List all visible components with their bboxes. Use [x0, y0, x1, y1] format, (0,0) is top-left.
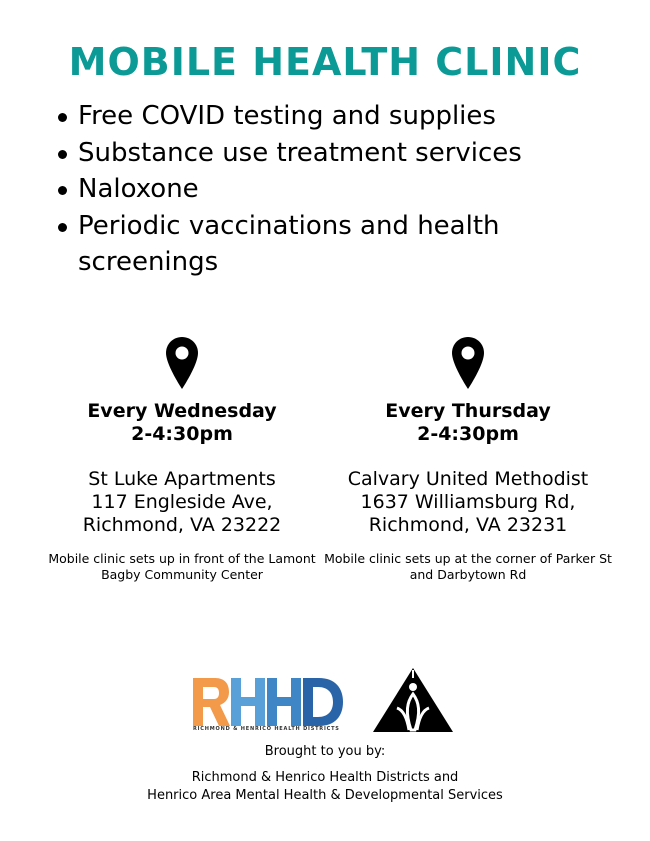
tree-people-icon	[373, 668, 453, 734]
location-street: 1637 Williamsburg Rd,	[360, 491, 576, 513]
location-note: Mobile clinic sets up at the corner of Parker St and Darbytown Rd	[324, 551, 612, 582]
services-list	[58, 98, 618, 281]
organization-line: Henrico Area Mental Health & Developmental Services	[147, 788, 503, 803]
organization-line: Richmond & Henrico Health Districts and	[191, 770, 459, 785]
list-item: Free COVID testing and supplies	[58, 98, 618, 135]
schedule-day: Every Wednesday	[87, 400, 277, 422]
map-pin-icon	[451, 336, 485, 390]
rhhd-logo	[193, 678, 343, 726]
schedule-time: 2-4:30pm	[131, 423, 233, 445]
location-name: St Luke Apartments	[88, 468, 276, 490]
brought-to-you-by: Brought to you by:	[264, 744, 386, 759]
schedule-time: 2-4:30pm	[417, 423, 519, 445]
location-street: 117 Engleside Ave,	[91, 491, 273, 513]
location-note: Mobile clinic sets up in front of the Lamont Bagby Community Center	[48, 551, 316, 582]
rhhd-subtitle: RICHMOND & HENRICO HEALTH DISTRICTS	[193, 726, 340, 732]
map-pin-icon	[165, 336, 199, 390]
location-wednesday	[32, 336, 332, 583]
location-city: Richmond, VA 23231	[368, 514, 568, 536]
partner-logos	[193, 668, 463, 738]
list-item: Naloxone	[58, 171, 618, 208]
location-thursday	[318, 336, 618, 583]
location-name: Calvary United Methodist	[347, 468, 589, 490]
page-title: MOBILE HEALTH CLINIC	[68, 40, 582, 84]
list-item: Substance use treatment services	[58, 135, 618, 172]
list-item: Periodic vaccinations and health screenings	[58, 208, 618, 281]
location-city: Richmond, VA 23222	[82, 514, 282, 536]
organizations	[0, 769, 650, 805]
schedule-day: Every Thursday	[385, 400, 551, 422]
